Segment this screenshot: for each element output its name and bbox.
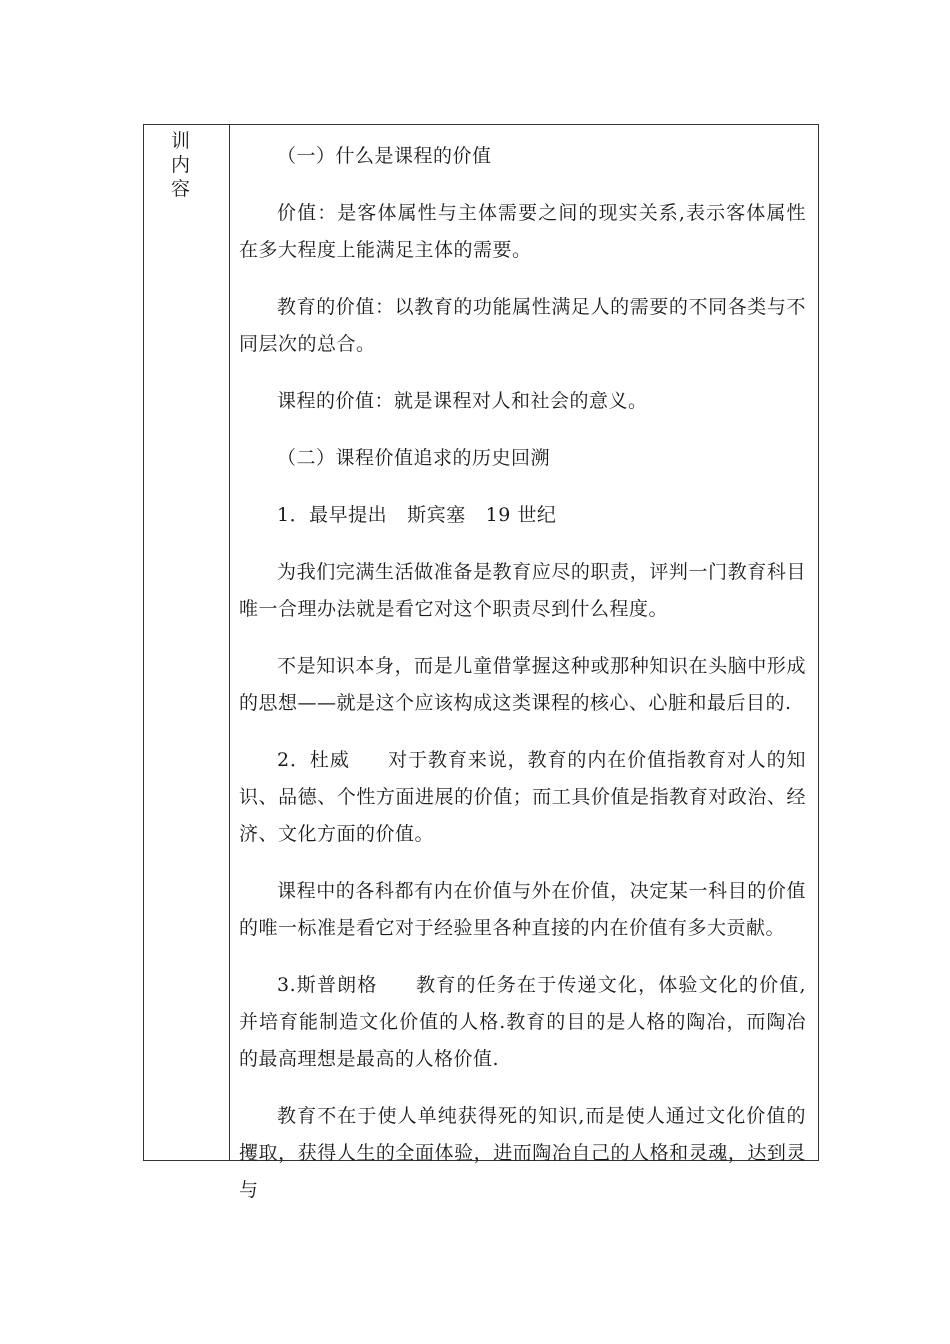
section-heading-2: （二）课程价值追求的历史回溯: [277, 447, 551, 469]
row-label-char: 训: [170, 130, 190, 152]
row-label-cell: [144, 125, 230, 1160]
paragraph-education-value: 教育的价值：以教育的功能属性满足人的需要的不同各类与不同层次的总合。: [239, 296, 806, 355]
item-era: 19 世纪: [485, 504, 557, 526]
item-spencer: [239, 497, 806, 534]
item-text: 教育的任务在于传递文化，体验文化的价值,并培育能制造文化价值的人格.教育的目的是人格的陶冶，而陶冶的最高理想是最高的人格价值.: [239, 974, 806, 1070]
item-dewey: [239, 742, 806, 853]
section-heading-1: （一）什么是课程的价值: [277, 145, 492, 167]
paragraph-spranger-detail: 教育不在于使人单纯获得死的知识,而是使人通过文化价值的攫取，获得人生的全面体验，进而陶冶自己的人格和灵魂，达到灵与: [239, 1105, 806, 1201]
item-text: 对于教育来说，教育的内在价值指教育对人的知识、品德、个性方面进展的价值；而工具价值是指教育对政治、经济、文化方面的价值。: [239, 749, 806, 845]
content-cell: [230, 125, 818, 1201]
item-number: 3.斯普朗格: [277, 974, 378, 996]
paragraph-spencer-quote-1: 为我们完满生活做准备是教育应尽的职责，评判一门教育科目唯一合理办法就是看它对这个职责尽到什么程度。: [239, 561, 806, 620]
item-spranger: [239, 967, 806, 1078]
item-person: 斯宾塞: [407, 504, 466, 526]
item-number: 2．杜威: [277, 749, 350, 771]
paragraph-curriculum-value: 课程的价值：就是课程对人和社会的意义。: [277, 390, 648, 412]
content-table: [143, 124, 819, 1201]
paragraph-spencer-quote-2: 不是知识本身，而是儿童借掌握这种或那种知识在头脑中形成的思想——就是这个应该构成这类课程的核心、心脏和最后目的.: [239, 655, 806, 714]
item-number: 1．最早提出: [277, 504, 388, 526]
row-label-char: 内: [170, 154, 190, 176]
row-label-char: 容: [170, 178, 190, 200]
paragraph-value-definition: 价值：是客体属性与主体需要之间的现实关系,表示客体属性在多大程度上能满足主体的需要。: [239, 202, 806, 261]
paragraph-dewey-detail: 课程中的各科都有内在价值与外在价值，决定某一科目的价值的唯一标准是看它对于经验里各种直接的内在价值有多大贡献。: [239, 880, 806, 939]
